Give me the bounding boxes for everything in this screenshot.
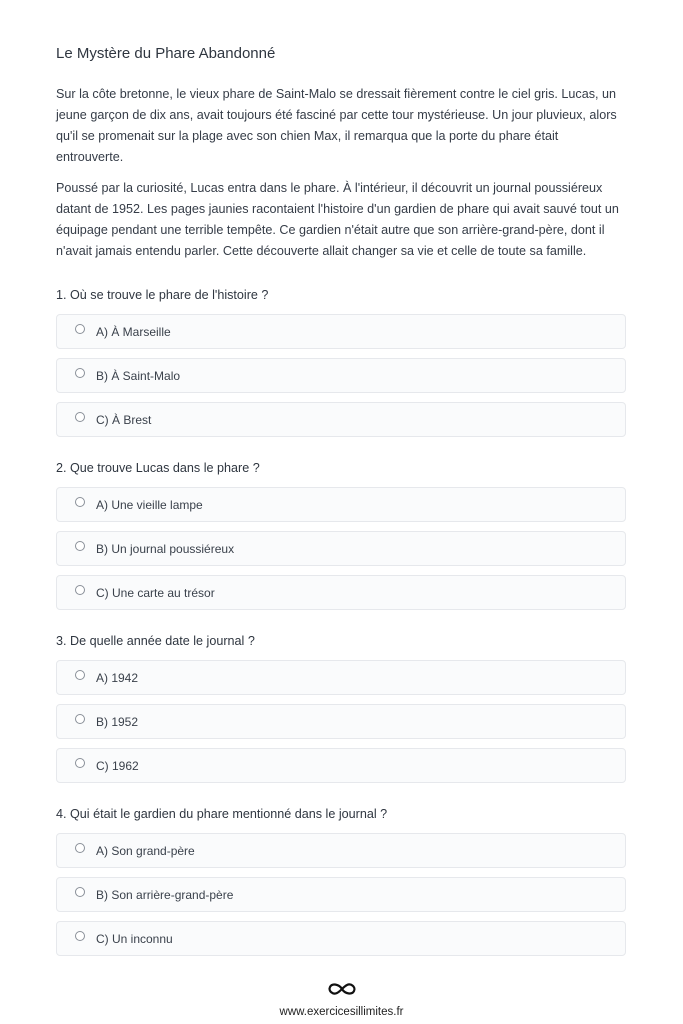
question-1 <box>56 286 626 437</box>
radio-icon[interactable] <box>75 412 85 422</box>
question-text: 4. Qui était le gardien du phare mentionné dans le journal ? <box>56 807 388 821</box>
option-label: C) Un inconnu <box>96 931 173 946</box>
radio-icon[interactable] <box>75 714 85 724</box>
option-label: C) À Brest <box>96 412 152 427</box>
radio-icon[interactable] <box>75 541 85 551</box>
option-2b[interactable] <box>56 531 626 566</box>
option-1a[interactable] <box>56 314 626 349</box>
option-label: C) Une carte au trésor <box>96 585 215 600</box>
option-label: B) Son arrière-grand-père <box>96 887 234 902</box>
radio-icon[interactable] <box>75 497 85 507</box>
option-1b[interactable] <box>56 358 626 393</box>
story-paragraph-2: Poussé par la curiosité, Lucas entra dans le phare. À l'intérieur, il découvrit un journal poussiéreux datant de 1952. Les pages jaunies racontaient l'histoire d'un gardien de phare qui avait sauvé tout un équipage pendant une terrible tempête. Ce gardien n'était autre que son arrière-grand-père, dont il n'avait jamais entendu parler. Cette découverte allait changer sa vie et celle de toute sa famille. <box>56 181 619 258</box>
option-label: B) À Saint-Malo <box>96 368 181 383</box>
option-3b[interactable] <box>56 704 626 739</box>
option-4c[interactable] <box>56 921 626 956</box>
story-title: Le Mystère du Phare Abandonné <box>56 45 276 62</box>
radio-icon[interactable] <box>75 368 85 378</box>
radio-icon[interactable] <box>75 758 85 768</box>
infinity-logo-icon <box>326 982 358 996</box>
option-3c[interactable] <box>56 748 626 783</box>
option-label: B) Un journal poussiéreux <box>96 541 235 556</box>
option-label: A) Son grand-père <box>96 843 195 858</box>
question-4 <box>56 805 626 956</box>
quiz-page <box>56 40 626 965</box>
radio-icon[interactable] <box>75 670 85 680</box>
option-label: B) 1952 <box>96 714 139 729</box>
question-2 <box>56 459 626 610</box>
option-3a[interactable] <box>56 660 626 695</box>
option-label: C) 1962 <box>96 758 139 773</box>
option-4b[interactable] <box>56 877 626 912</box>
footer-website: www.exercicesillimites.fr <box>279 1006 404 1018</box>
question-3 <box>56 632 626 783</box>
option-label: A) Une vieille lampe <box>96 497 203 512</box>
radio-icon[interactable] <box>75 585 85 595</box>
question-text: 3. De quelle année date le journal ? <box>56 634 255 648</box>
radio-icon[interactable] <box>75 843 85 853</box>
option-2c[interactable] <box>56 575 626 610</box>
option-2a[interactable] <box>56 487 626 522</box>
radio-icon[interactable] <box>75 887 85 897</box>
option-label: A) 1942 <box>96 670 139 685</box>
question-text: 1. Où se trouve le phare de l'histoire ? <box>56 288 269 302</box>
option-1c[interactable] <box>56 402 626 437</box>
radio-icon[interactable] <box>75 931 85 941</box>
question-text: 2. Que trouve Lucas dans le phare ? <box>56 461 260 475</box>
radio-icon[interactable] <box>75 324 85 334</box>
story-paragraph-1: Sur la côte bretonne, le vieux phare de Saint-Malo se dressait fièrement contre le ciel gris. Lucas, un jeune garçon de dix ans, avait toujours été fasciné par cette tour mystérieuse. Un jour pluvieux, alors qu'il se promenait sur la plage avec son chien Max, il remarqua que la porte du phare était entrouverte. <box>56 87 617 164</box>
option-4a[interactable] <box>56 833 626 868</box>
option-label: A) À Marseille <box>96 324 171 339</box>
